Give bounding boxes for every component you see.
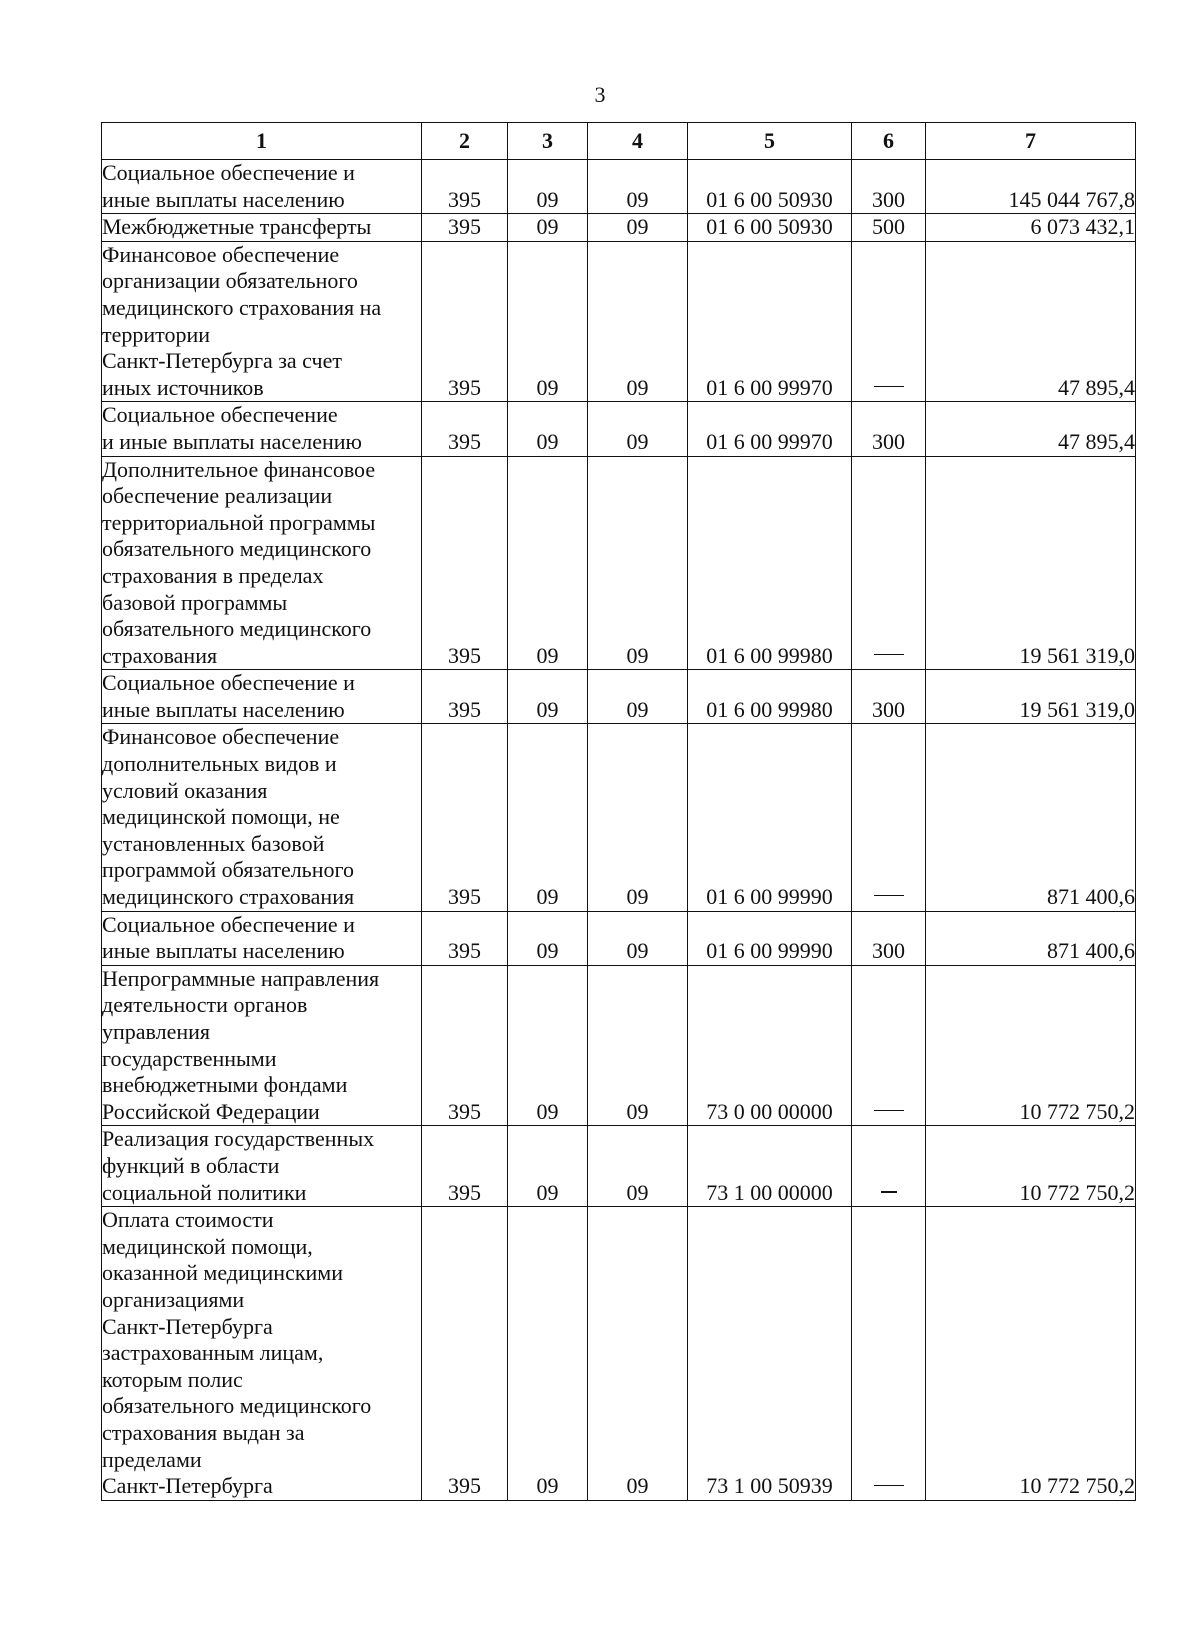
cell-amount: 10 772 750,2 — [926, 965, 1136, 1126]
description-line: организации обязательного — [102, 268, 358, 294]
cell-amount: 10 772 750,2 — [926, 1207, 1136, 1501]
cell-admin-code: 395 — [422, 214, 508, 242]
cell-section: 09 — [508, 1207, 588, 1501]
description-line: обеспечение реализации — [102, 483, 333, 509]
description-line: государственными — [102, 1045, 277, 1071]
cell-section: 09 — [508, 1126, 588, 1207]
description-line: Социальное обеспечение и — [102, 911, 355, 937]
column-header-6: 6 — [852, 123, 926, 160]
description-line: условий оказания — [102, 777, 268, 803]
description-line: территориальной программы — [102, 509, 376, 535]
description-line: Социальное обеспечение и — [102, 670, 355, 696]
description-line: Дополнительное финансовое — [102, 456, 376, 482]
dash-mark — [874, 895, 904, 896]
cell-expense-type — [852, 724, 926, 911]
table-row — [102, 214, 1136, 242]
description-line: управления — [102, 1019, 211, 1044]
cell-admin-code: 395 — [422, 160, 508, 214]
row-description — [102, 670, 422, 724]
description-line: и иные выплаты населению — [102, 428, 362, 454]
description-line: деятельности органов — [102, 992, 308, 1018]
description-line: организациями — [102, 1286, 245, 1312]
description-line: Российской Федерации — [102, 1098, 320, 1124]
description-line: Санкт-Петербурга за счет — [102, 348, 342, 374]
cell-admin-code: 395 — [422, 1126, 508, 1207]
cell-target-code: 01 6 00 99990 — [688, 724, 852, 911]
cell-expense-type: 300 — [852, 160, 926, 214]
description-line: базовой программы — [102, 589, 288, 615]
dash-mark — [881, 1191, 897, 1193]
description-line: застрахованным лицам, — [102, 1340, 324, 1366]
row-description — [102, 456, 422, 670]
cell-admin-code: 395 — [422, 456, 508, 670]
description-line: страхования в пределах — [102, 562, 324, 588]
description-line: медицинского страхования на — [102, 294, 382, 320]
cell-subsection: 09 — [588, 1126, 688, 1207]
cell-amount: 10 772 750,2 — [926, 1126, 1136, 1207]
cell-subsection: 09 — [588, 214, 688, 242]
description-line: Непрограммные направления — [102, 965, 380, 991]
cell-section: 09 — [508, 911, 588, 965]
budget-table — [101, 122, 1136, 1501]
row-description — [102, 724, 422, 911]
table-row — [102, 456, 1136, 670]
description-line: медицинской помощи, — [102, 1233, 313, 1259]
cell-target-code: 73 1 00 00000 — [688, 1126, 852, 1207]
cell-subsection: 09 — [588, 965, 688, 1126]
cell-admin-code: 395 — [422, 724, 508, 911]
cell-expense-type — [852, 1207, 926, 1501]
description-line: Санкт-Петербурга — [102, 1473, 273, 1499]
description-line: Оплата стоимости — [102, 1207, 274, 1233]
description-line: Реализация государственных — [102, 1126, 375, 1152]
table-row — [102, 1126, 1136, 1207]
description-line: Финансовое обеспечение — [102, 241, 340, 267]
description-line: Санкт-Петербурга — [102, 1313, 273, 1339]
cell-subsection: 09 — [588, 160, 688, 214]
description-line: обязательного медицинского — [102, 1393, 372, 1419]
table-header-row — [102, 123, 1136, 160]
cell-target-code: 01 6 00 99980 — [688, 456, 852, 670]
dash-mark — [874, 386, 904, 387]
description-line: медицинской помощи, не — [102, 804, 340, 830]
description-line: Социальное обеспечение и — [102, 160, 355, 185]
cell-target-code: 01 6 00 99980 — [688, 670, 852, 724]
cell-admin-code: 395 — [422, 402, 508, 456]
row-description — [102, 160, 422, 214]
column-header-1: 1 — [102, 123, 422, 160]
cell-amount: 871 400,6 — [926, 724, 1136, 911]
cell-amount: 871 400,6 — [926, 911, 1136, 965]
cell-expense-type: 300 — [852, 402, 926, 456]
description-line: функций в области — [102, 1152, 280, 1178]
description-line: установленных базовой — [102, 830, 325, 856]
cell-amount: 19 561 319,0 — [926, 670, 1136, 724]
description-line: обязательного медицинского — [102, 536, 372, 562]
cell-section: 09 — [508, 456, 588, 670]
table-row — [102, 1207, 1136, 1501]
table-row — [102, 965, 1136, 1126]
description-line: пределами — [102, 1446, 202, 1472]
page-number: 3 — [594, 82, 606, 107]
cell-subsection: 09 — [588, 241, 688, 402]
description-line: иные выплаты населению — [102, 186, 345, 212]
column-header-7: 7 — [926, 123, 1136, 160]
table-row — [102, 724, 1136, 911]
cell-amount: 47 895,4 — [926, 241, 1136, 402]
table-row — [102, 402, 1136, 456]
cell-admin-code: 395 — [422, 241, 508, 402]
cell-admin-code: 395 — [422, 911, 508, 965]
dash-mark — [874, 654, 904, 655]
description-line: иные выплаты населению — [102, 938, 345, 964]
description-line: медицинского страхования — [102, 884, 355, 910]
table-row — [102, 241, 1136, 402]
cell-amount: 6 073 432,1 — [926, 214, 1136, 242]
cell-subsection: 09 — [588, 456, 688, 670]
row-description — [102, 241, 422, 402]
column-header-4: 4 — [588, 123, 688, 160]
description-line: которым полис — [102, 1366, 243, 1392]
description-line: внебюджетными фондами — [102, 1072, 348, 1098]
cell-section: 09 — [508, 670, 588, 724]
cell-subsection: 09 — [588, 1207, 688, 1501]
cell-target-code: 01 6 00 99970 — [688, 402, 852, 456]
cell-amount: 19 561 319,0 — [926, 456, 1136, 670]
description-line: обязательного медицинского — [102, 616, 372, 642]
cell-subsection: 09 — [588, 911, 688, 965]
description-line: иные выплаты населению — [102, 696, 345, 722]
cell-section: 09 — [508, 160, 588, 214]
description-line: страхования выдан за — [102, 1419, 305, 1445]
cell-admin-code: 395 — [422, 670, 508, 724]
cell-amount: 47 895,4 — [926, 402, 1136, 456]
cell-amount: 145 044 767,8 — [926, 160, 1136, 214]
row-description — [102, 402, 422, 456]
description-line: страхования — [102, 642, 218, 668]
description-line: территории — [102, 321, 211, 347]
cell-section: 09 — [508, 965, 588, 1126]
row-description — [102, 1207, 422, 1501]
cell-section: 09 — [508, 241, 588, 402]
column-header-3: 3 — [508, 123, 588, 160]
cell-section: 09 — [508, 724, 588, 911]
cell-expense-type: 300 — [852, 670, 926, 724]
description-line: Межбюджетные трансферты — [102, 214, 372, 240]
table-row — [102, 911, 1136, 965]
cell-section: 09 — [508, 214, 588, 242]
cell-admin-code: 395 — [422, 965, 508, 1126]
cell-expense-type — [852, 965, 926, 1126]
column-header-5: 5 — [688, 123, 852, 160]
description-line: Финансовое обеспечение — [102, 724, 340, 750]
cell-admin-code: 395 — [422, 1207, 508, 1501]
column-header-2: 2 — [422, 123, 508, 160]
row-description — [102, 965, 422, 1126]
cell-section: 09 — [508, 402, 588, 456]
description-line: дополнительных видов и — [102, 751, 337, 777]
table-body — [102, 160, 1136, 1501]
cell-target-code: 73 0 00 00000 — [688, 965, 852, 1126]
cell-target-code: 73 1 00 50939 — [688, 1207, 852, 1501]
row-description — [102, 214, 422, 242]
row-description — [102, 1126, 422, 1207]
cell-expense-type — [852, 456, 926, 670]
cell-target-code: 01 6 00 99970 — [688, 241, 852, 402]
description-line: оказанной медицинскими — [102, 1260, 344, 1286]
cell-target-code: 01 6 00 50930 — [688, 214, 852, 242]
cell-expense-type — [852, 241, 926, 402]
description-line: иных источников — [102, 374, 264, 400]
table-row — [102, 160, 1136, 214]
dash-mark — [874, 1485, 904, 1486]
cell-expense-type — [852, 1126, 926, 1207]
cell-subsection: 09 — [588, 402, 688, 456]
cell-expense-type: 300 — [852, 911, 926, 965]
cell-target-code: 01 6 00 50930 — [688, 160, 852, 214]
cell-subsection: 09 — [588, 670, 688, 724]
description-line: социальной политики — [102, 1179, 307, 1205]
cell-target-code: 01 6 00 99990 — [688, 911, 852, 965]
description-line: Социальное обеспечение — [102, 402, 338, 428]
cell-expense-type: 500 — [852, 214, 926, 242]
table-row — [102, 670, 1136, 724]
description-line: программой обязательного — [102, 857, 354, 883]
dash-mark — [874, 1110, 904, 1111]
row-description — [102, 911, 422, 965]
cell-subsection: 09 — [588, 724, 688, 911]
